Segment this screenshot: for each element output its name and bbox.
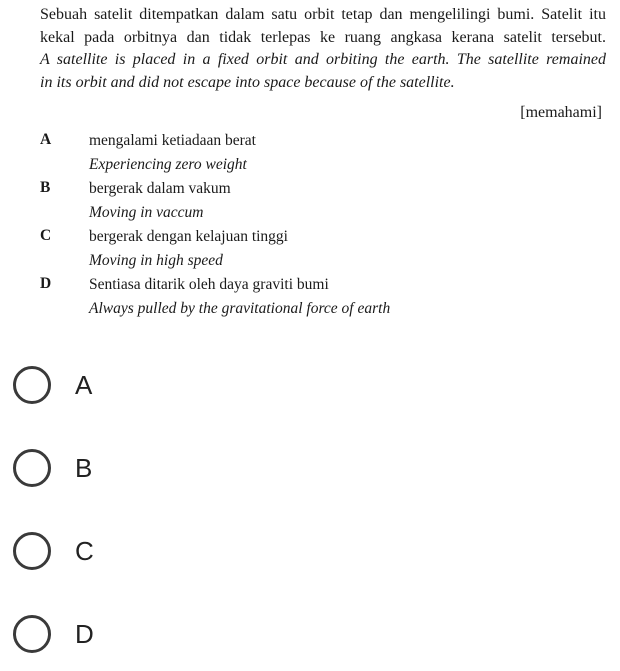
choice-text-ms: bergerak dengan kelajuan tinggi [89, 227, 288, 245]
answer-option-label[interactable]: C [75, 535, 94, 566]
choice-item-b [40, 177, 606, 225]
choice-text-en: Always pulled by the gravitational force of earth [89, 299, 391, 317]
radio-unchecked-icon[interactable] [13, 449, 51, 487]
answer-option-b[interactable] [13, 443, 92, 493]
choice-text-ms: bergerak dalam vakum [89, 179, 231, 197]
choice-letter: A [40, 130, 52, 148]
choice-letter: D [40, 274, 52, 292]
choice-item-d [40, 273, 606, 321]
choice-text-ms: Sentiasa ditarik oleh daya graviti bumi [89, 275, 329, 293]
answer-option-label[interactable]: D [75, 618, 94, 649]
choice-text-en: Moving in high speed [89, 251, 223, 269]
question-block [40, 4, 606, 321]
choice-text-en: Moving in vaccum [89, 203, 204, 221]
answer-option-d[interactable] [13, 609, 94, 659]
choice-letter: B [40, 178, 51, 196]
answer-option-label[interactable]: A [75, 369, 93, 400]
radio-unchecked-icon[interactable] [13, 615, 51, 653]
answer-option-label[interactable]: B [75, 452, 93, 483]
question-text-ms-line-1: Sebuah satelit ditempatkan dalam satu orbit tetap dan mengelilingi bumi. Satelit itu [40, 6, 606, 23]
question-text-en-line-2: in its orbit and did not escape into space because of the satellite. [40, 73, 455, 91]
choice-letter: C [40, 226, 52, 244]
choice-item-a [40, 129, 606, 177]
skill-tag: [memahami] [520, 104, 602, 121]
radio-unchecked-icon[interactable] [13, 366, 51, 404]
choice-text-en: Experiencing zero weight [89, 155, 247, 173]
question-text-en-line-1: A satellite is placed in a fixed orbit and orbiting the earth. The satellite remained [40, 51, 606, 68]
question-text-ms-line-2: kekal pada orbitnya dan tidak terlepas ke ruang angkasa kerana satelit tersebut. [40, 28, 606, 46]
choice-list [40, 129, 606, 321]
answer-option-a[interactable] [13, 360, 92, 410]
choice-text-ms: mengalami ketiadaan berat [89, 131, 256, 149]
answer-option-c[interactable] [13, 526, 94, 576]
choice-item-c [40, 225, 606, 273]
radio-unchecked-icon[interactable] [13, 532, 51, 570]
